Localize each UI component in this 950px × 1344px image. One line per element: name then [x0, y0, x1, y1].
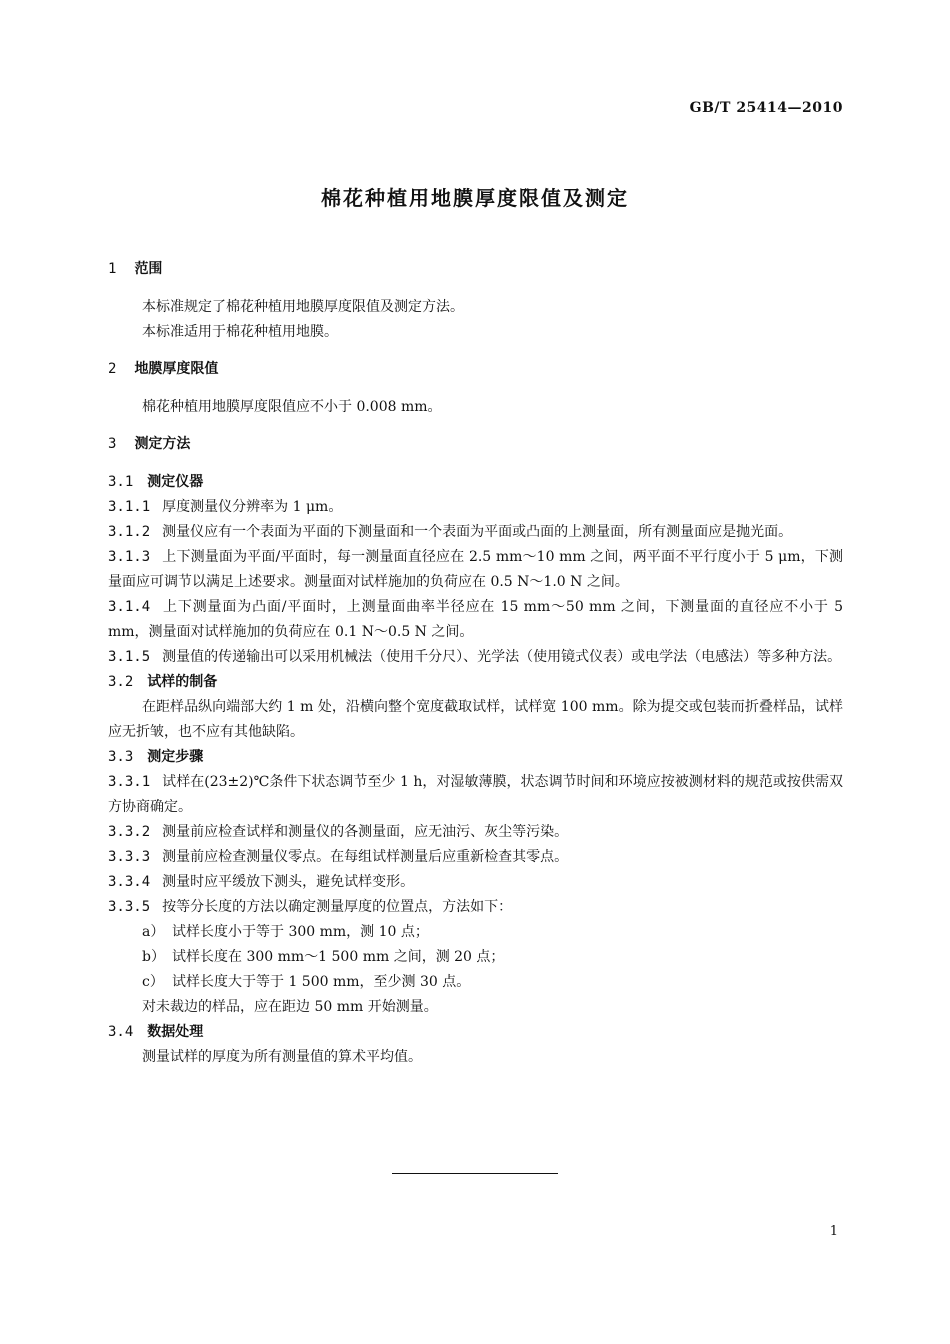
clause: [108, 595, 843, 645]
clause-text: 上下测量面为平面/平面时，每一测量面直径应在 2.5 mm～10 mm 之间，两平面不平行度小于 5 μm，下测量面应可调节以满足上述要求。测量面对试样施加的负荷应在 0.5 N～1.0 N 之间。: [108, 549, 843, 590]
list-marker: c）: [142, 974, 164, 990]
clause-list-3-1: [108, 495, 843, 670]
clause: [108, 895, 843, 920]
section-2-heading: [108, 357, 843, 382]
paragraph: 本标准适用于棉花种植用地膜。: [142, 324, 338, 340]
clause: [108, 495, 843, 520]
clause-text: 按等分长度的方法以确定测量厚度的位置点，方法如下：: [162, 899, 513, 915]
clause: [108, 845, 843, 870]
clause: [108, 645, 843, 670]
clause-text: 试样在(23±2)℃条件下状态调节至少 1 h，对湿敏薄膜，状态调节时间和环境应按被测材料的规范或按供需双方协商确定。: [108, 774, 843, 815]
list-text: 试样长度大于等于 1 500 mm，至少测 30 点。: [172, 974, 471, 990]
clause-number: 3.1.4: [108, 599, 151, 615]
section-3-heading: [108, 432, 843, 457]
note-paragraph: 对未裁边的样品，应在距边 50 mm 开始测量。: [142, 999, 438, 1015]
clause: [108, 820, 843, 845]
clause-number: 3.3.2: [108, 824, 151, 840]
clause-number: 3.3.3: [108, 849, 151, 865]
section-3-4-heading: [108, 1020, 843, 1045]
section-title: 测定仪器: [147, 474, 204, 490]
clause-text: 测量前应检查试样和测量仪的各测量面，应无油污、灰尘等污染。: [162, 824, 569, 840]
section-3-3-heading: [108, 745, 843, 770]
clause: [108, 520, 843, 545]
clause-number: 3.1.3: [108, 549, 151, 565]
list-item: [108, 920, 843, 945]
section-title: 地膜厚度限值: [134, 361, 219, 377]
list-text: 试样长度在 300 mm～1 500 mm 之间，测 20 点；: [172, 949, 505, 965]
paragraph: 在距样品纵向端部大约 1 m 处，沿横向整个宽度截取试样，试样宽 100 mm。除为提交或包装而折叠样品，试样应无折皱，也不应有其他缺陷。: [108, 699, 843, 740]
list-marker: a）: [142, 924, 165, 940]
section-number: 2: [108, 361, 117, 377]
section-number: 3.2: [108, 674, 134, 690]
paragraph: 棉花种植用地膜厚度限值应不小于 0.008 mm。: [142, 399, 442, 415]
document-title: 棉花种植用地膜厚度限值及测定: [321, 186, 629, 210]
paragraph: 本标准规定了棉花种植用地膜厚度限值及测定方法。: [142, 299, 464, 315]
clause-number: 3.3.1: [108, 774, 151, 790]
clause-text: 测量时应平缓放下测头，避免试样变形。: [162, 874, 415, 890]
section-3-1-heading: [108, 470, 843, 495]
standard-number: GB/T 25414—2010: [689, 100, 843, 116]
clause-list-3-3: [108, 770, 843, 920]
clause: [108, 770, 843, 820]
section-number: 3.1: [108, 474, 134, 490]
section-title: 范围: [134, 261, 163, 277]
clause-number: 3.3.5: [108, 899, 151, 915]
page-number: 1: [829, 1224, 838, 1239]
list-item: [108, 970, 843, 995]
sampling-list: [108, 920, 843, 995]
clause-number: 3.3.4: [108, 874, 151, 890]
section-title: 测定步骤: [147, 749, 204, 765]
end-rule: [392, 1173, 558, 1174]
document-body: [108, 257, 843, 1070]
section-number: 3.3: [108, 749, 134, 765]
clause: [108, 870, 843, 895]
section-1-heading: [108, 257, 843, 282]
clause-text: 上下测量面为凸面/平面时，上测量面曲率半径应在 15 mm～50 mm 之间，下测量面的直径应不小于 5 mm，测量面对试样施加的负荷应在 0.1 N～0.5 N 之间。: [108, 599, 843, 640]
section-title: 数据处理: [147, 1024, 204, 1040]
clause-text: 厚度测量仪分辨率为 1 μm。: [162, 499, 343, 515]
clause-text: 测量前应检查测量仪零点。在每组试样测量后应重新检查其零点。: [162, 849, 569, 865]
section-3-2-heading: [108, 670, 843, 695]
clause-text: 测量值的传递输出可以采用机械法（使用千分尺）、光学法（使用镜式仪表）或电学法（电感法）等多种方法。: [162, 649, 842, 665]
section-number: 3.4: [108, 1024, 134, 1040]
clause: [108, 545, 843, 595]
paragraph: 测量试样的厚度为所有测量值的算术平均值。: [142, 1049, 422, 1065]
clause-number: 3.1.1: [108, 499, 151, 515]
section-title: 测定方法: [134, 436, 191, 452]
section-number: 1: [108, 261, 117, 277]
list-text: 试样长度小于等于 300 mm，测 10 点；: [172, 924, 429, 940]
section-number: 3: [108, 436, 117, 452]
clause-number: 3.1.5: [108, 649, 151, 665]
list-marker: b）: [142, 949, 165, 965]
section-title: 试样的制备: [147, 674, 218, 690]
list-item: [108, 945, 843, 970]
clause-number: 3.1.2: [108, 524, 151, 540]
clause-text: 测量仪应有一个表面为平面的下测量面和一个表面为平面或凸面的上测量面，所有测量面应是抛光面。: [162, 524, 793, 540]
